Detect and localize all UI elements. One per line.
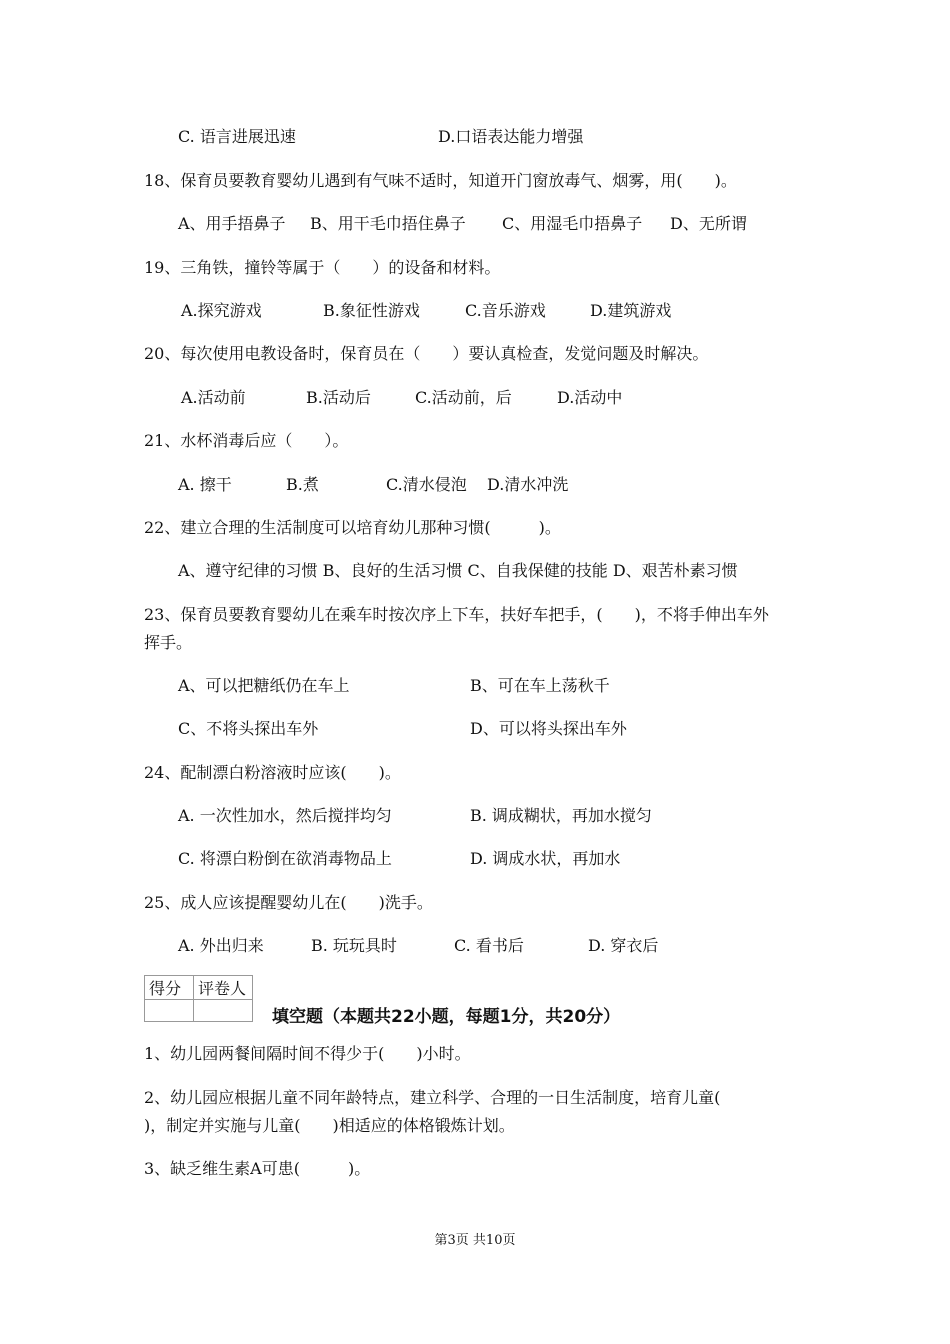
q18-option-d: D、无所谓 [670,214,747,233]
q20-stem: 20、每次使用电教设备时，保育员在（ ）要认真检查，发觉问题及时解决。 [144,344,709,363]
q18-option-b: B、用干毛巾捂住鼻子 [310,214,466,233]
q23-option-c: C、不将头探出车外 [178,719,319,738]
page-footer: 第3页 共10页 [434,1233,516,1248]
q20-option-c: C.活动前，后 [415,388,512,407]
q25-option-d: D. 穿衣后 [588,936,659,955]
fill-q2-line2: )，制定并实施与儿童( )相适应的体格锻炼计划。 [144,1116,515,1135]
q19-stem: 19、三角铁，撞铃等属于（ ）的设备和材料。 [144,258,501,277]
q23-stem-line1: 23、保育员要教育婴幼儿在乘车时按次序上下车，扶好车把手，( )，不将手伸出车外 [144,605,769,624]
q21-option-a: A. 擦干 [178,475,232,494]
q18-option-a: A、用手捂鼻子 [178,214,286,233]
fill-q3: 3、缺乏维生素A可患( )。 [144,1159,371,1178]
q18-stem: 18、保育员要教育婴幼儿遇到有气味不适时，知道开门窗放毒气、烟雾，用( )。 [144,171,737,190]
q24-stem: 24、配制漂白粉溶液时应该( )。 [144,763,401,782]
fill-q2-line1: 2、幼儿园应根据儿童不同年龄特点，建立科学、合理的一日生活制度，培育儿童( [144,1088,721,1107]
grader-label: 评卷人 [194,976,253,1000]
q25-option-b: B. 玩玩具时 [311,936,397,955]
score-cell [145,1000,194,1022]
q20-option-a: A.活动前 [181,388,246,407]
q21-option-d: D.清水冲洗 [487,475,569,494]
q25-option-a: A. 外出归来 [178,936,264,955]
q21-stem: 21、水杯消毒后应（ ）。 [144,431,349,450]
q23-option-b: B、可在车上荡秋千 [470,676,610,695]
q22-options: A、遵守纪律的习惯 B、良好的生活习惯 C、自我保健的技能 D、艰苦朴素习惯 [178,561,738,580]
fill-q1: 1、幼儿园两餐间隔时间不得少于( )小时。 [144,1044,471,1063]
q19-option-c: C.音乐游戏 [465,301,546,320]
q21-option-c: C.清水侵泡 [386,475,467,494]
q24-option-d: D. 调成水状，再加水 [470,849,621,868]
q21-option-b: B.煮 [286,475,319,494]
q23-option-a: A、可以把糖纸仍在车上 [178,676,350,695]
grader-cell [194,1000,253,1022]
q19-option-a: A.探究游戏 [181,301,262,320]
q18-option-c: C、用湿毛巾捂鼻子 [502,214,643,233]
q24-option-a: A. 一次性加水，然后搅拌均匀 [178,806,392,825]
q24-option-c: C. 将漂白粉倒在欲消毒物品上 [178,849,392,868]
q20-option-d: D.活动中 [557,388,623,407]
q19-option-d: D.建筑游戏 [590,301,672,320]
q20-option-b: B.活动后 [306,388,371,407]
q25-stem: 25、成人应该提醒婴幼儿在( )洗手。 [144,893,433,912]
score-label: 得分 [145,976,194,1000]
q23-stem-line2: 挥手。 [144,633,193,652]
q22-stem: 22、建立合理的生活制度可以培育幼儿那种习惯( )。 [144,518,561,537]
q17-option-d: D.口语表达能力增强 [438,127,584,146]
q24-option-b: B. 调成糊状，再加水搅匀 [470,806,652,825]
q17-option-c: C. 语言进展迅速 [178,127,296,146]
score-box [144,975,253,1022]
q19-option-b: B.象征性游戏 [323,301,420,320]
q23-option-d: D、可以将头探出车外 [470,719,627,738]
q25-option-c: C. 看书后 [454,936,524,955]
section-title: 填空题（本题共22小题，每题1分，共20分） [272,1007,621,1027]
